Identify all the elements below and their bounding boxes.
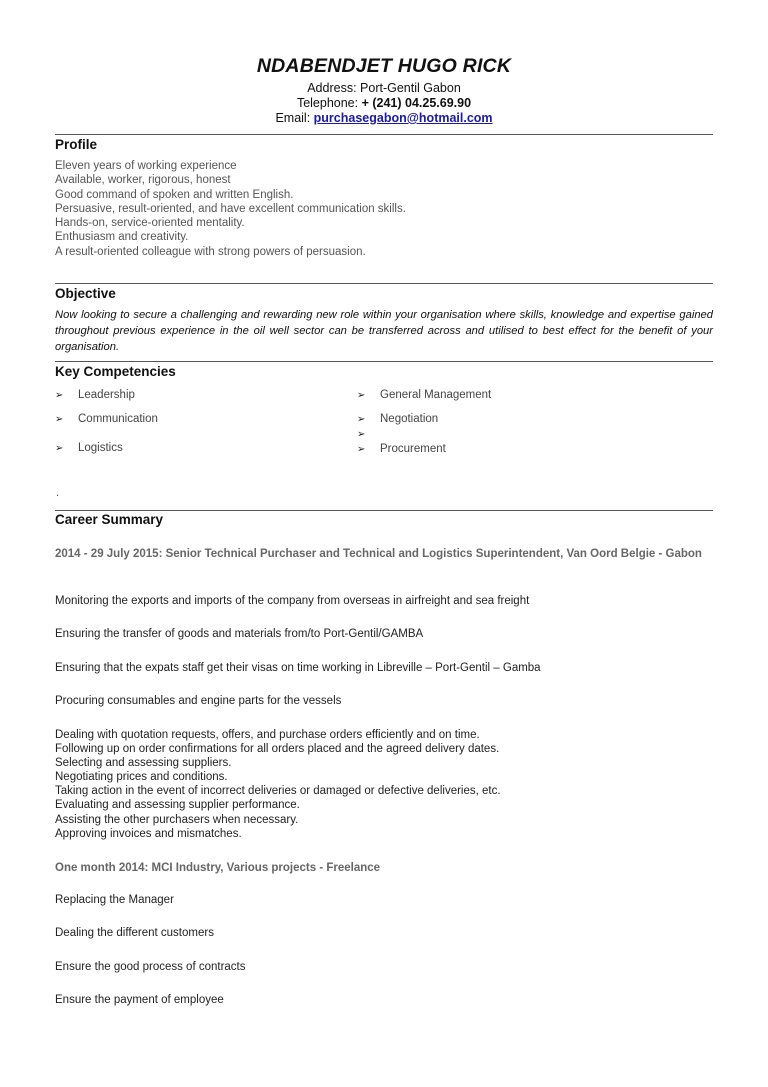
duty-line: Following up on order confirmations for all orders placed and the agreed delivery dates.: [55, 743, 500, 756]
email-label: Email:: [275, 111, 314, 125]
duty-line: Dealing with quotation requests, offers, and purchase orders efficiently and on time.: [55, 729, 480, 741]
job-heading: 2014 - 29 July 2015: Senior Technical Purchaser and Technical and Logistics Superintendent, Van Oord Belgie - Gabon: [55, 548, 702, 560]
profile-line: Available, worker, rigorous, honest: [55, 174, 231, 187]
objective-text: Now looking to secure a challenging and rewarding new role within your organisation where skills, knowledge and expertise gained throughout previous experience in the oil well sector can be transferred across and utilised to best effect for the benefit of your organisation.: [55, 309, 713, 353]
competency-item: ➢ Procurement: [357, 443, 446, 455]
address-label: Address:: [307, 81, 361, 95]
duty-line: Dealing the different customers: [55, 927, 214, 939]
arrow-bullet-icon: ➢: [357, 429, 366, 440]
profile-line: Enthusiasm and creativity.: [55, 231, 189, 244]
profile-line: Eleven years of working experience: [55, 160, 237, 172]
profile-line: Hands-on, service-oriented mentality.: [55, 217, 245, 230]
email-link[interactable]: purchasegabon@hotmail.com: [313, 111, 493, 125]
arrow-bullet-icon: ➢: [55, 414, 64, 425]
telephone-label: Telephone:: [296, 96, 362, 110]
duty-line: Ensure the good process of contracts: [55, 961, 246, 973]
duty-line: Monitoring the exports and imports of the company from overseas in airfreight and sea freight: [55, 595, 530, 607]
email-line: [0, 111, 768, 125]
duty-line: Approving invoices and mismatches.: [55, 827, 242, 840]
divider: [55, 134, 713, 135]
duty-line: Assisting the other purchasers when necessary.: [55, 813, 299, 826]
divider: [55, 510, 713, 511]
competency-item: ➢ Logistics: [55, 442, 123, 454]
profile-title: Profile: [55, 137, 98, 152]
duty-line: Negotiating prices and conditions.: [55, 771, 228, 784]
divider: [55, 283, 713, 284]
profile-list: [55, 159, 715, 259]
address-line: [0, 81, 768, 95]
arrow-bullet-icon: ➢: [357, 414, 366, 425]
arrow-bullet-icon: ➢: [55, 390, 64, 401]
duty-line: Evaluating and assessing supplier performance.: [55, 799, 300, 812]
competency-item: ➢ General Management: [357, 389, 492, 401]
competencies-title: Key Competencies: [55, 364, 176, 379]
arrow-bullet-icon: ➢: [55, 443, 64, 454]
duty-line: Taking action in the event of incorrect deliveries or damaged or defective deliveries, etc.: [55, 785, 501, 798]
telephone-value: + (241) 04.25.69.90: [361, 96, 472, 110]
competency-item: ➢ Communication: [55, 413, 158, 425]
duty-line: Ensure the payment of employee: [55, 994, 224, 1006]
divider: [55, 361, 713, 362]
address-value: Port-Gentil Gabon: [360, 81, 461, 95]
duty-line: Ensuring the transfer of goods and materials from/to Port-Gentil/GAMBA: [55, 628, 424, 640]
arrow-bullet-icon: ➢: [357, 444, 366, 455]
arrow-bullet-icon: ➢: [357, 390, 366, 401]
competency-item: ➢ Negotiation: [357, 413, 439, 425]
telephone-line: [0, 96, 768, 110]
career-title: Career Summary: [55, 512, 164, 527]
profile-line: Persuasive, result-oriented, and have excellent communication skills.: [55, 202, 406, 215]
separator-dot: .: [56, 487, 60, 499]
duty-line: Replacing the Manager: [55, 894, 174, 906]
competency-item: ➢ Leadership: [55, 389, 135, 401]
duty-line: Procuring consumables and engine parts for the vessels: [55, 695, 342, 707]
job-heading: One month 2014: MCI Industry, Various projects - Freelance: [55, 862, 381, 874]
duty-line: Selecting and assessing suppliers.: [55, 757, 232, 770]
duty-block: [55, 728, 725, 841]
candidate-name: NDABENDJET HUGO RICK: [256, 55, 512, 77]
competency-item: [357, 428, 380, 440]
profile-line: Good command of spoken and written English.: [55, 188, 294, 201]
profile-line: A result-oriented colleague with strong powers of persuasion.: [55, 245, 366, 258]
duty-line: Ensuring that the expats staff get their visas on time working in Libreville – Port-Gentil – Gamba: [55, 662, 541, 674]
objective-title: Objective: [55, 286, 116, 301]
